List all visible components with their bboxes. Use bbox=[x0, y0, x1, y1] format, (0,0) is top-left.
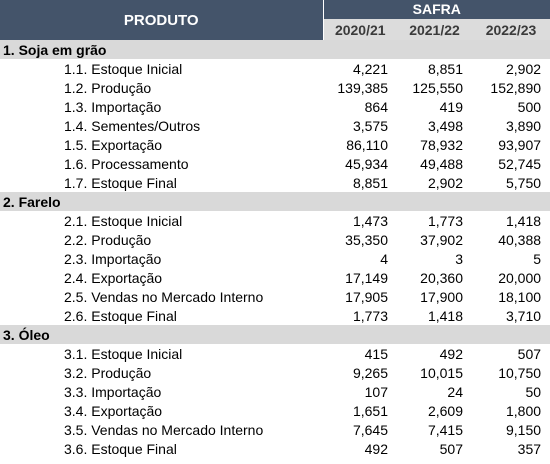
value-cell: 2,902 bbox=[397, 173, 472, 192]
value-cell: 17,149 bbox=[323, 268, 397, 287]
value-cell: 357 bbox=[472, 439, 550, 458]
value-cell: 3,498 bbox=[397, 116, 472, 135]
table-row bbox=[0, 173, 550, 192]
row-label: 2.5. Vendas no Mercado Interno bbox=[0, 287, 323, 306]
section-row bbox=[0, 192, 550, 211]
value-cell: 40,388 bbox=[472, 230, 550, 249]
table-body bbox=[0, 40, 550, 458]
value-cell: 3,575 bbox=[323, 116, 397, 135]
value-cell: 10,015 bbox=[397, 363, 472, 382]
value-cell: 492 bbox=[323, 439, 397, 458]
table-row bbox=[0, 268, 550, 287]
section-title: 1. Soja em grão bbox=[0, 40, 550, 59]
value-cell: 3,710 bbox=[472, 306, 550, 325]
row-label: 2.4. Exportação bbox=[0, 268, 323, 287]
value-cell: 9,265 bbox=[323, 363, 397, 382]
value-cell: 125,550 bbox=[397, 78, 472, 97]
value-cell: 8,851 bbox=[323, 173, 397, 192]
row-label: 1.4. Sementes/Outros bbox=[0, 116, 323, 135]
row-label: 3.1. Estoque Inicial bbox=[0, 344, 323, 363]
safra-header: SAFRA bbox=[323, 0, 550, 19]
value-cell: 1,773 bbox=[397, 211, 472, 230]
value-cell: 415 bbox=[323, 344, 397, 363]
value-cell: 49,488 bbox=[397, 154, 472, 173]
row-label: 2.3. Importação bbox=[0, 249, 323, 268]
table-row bbox=[0, 97, 550, 116]
table-row bbox=[0, 439, 550, 458]
value-cell: 4 bbox=[323, 249, 397, 268]
value-cell: 18,100 bbox=[472, 287, 550, 306]
table-row bbox=[0, 363, 550, 382]
value-cell: 24 bbox=[397, 382, 472, 401]
value-cell: 86,110 bbox=[323, 135, 397, 154]
value-cell: 7,415 bbox=[397, 420, 472, 439]
row-label: 1.7. Estoque Final bbox=[0, 173, 323, 192]
value-cell: 492 bbox=[397, 344, 472, 363]
value-cell: 10,750 bbox=[472, 363, 550, 382]
value-cell: 20,360 bbox=[397, 268, 472, 287]
value-cell: 37,902 bbox=[397, 230, 472, 249]
value-cell: 500 bbox=[472, 97, 550, 116]
value-cell: 1,418 bbox=[397, 306, 472, 325]
value-cell: 1,773 bbox=[323, 306, 397, 325]
value-cell: 107 bbox=[323, 382, 397, 401]
table-row bbox=[0, 59, 550, 78]
value-cell: 50 bbox=[472, 382, 550, 401]
value-cell: 35,350 bbox=[323, 230, 397, 249]
table-row bbox=[0, 401, 550, 420]
row-label: 3.5. Vendas no Mercado Interno bbox=[0, 420, 323, 439]
table-row bbox=[0, 344, 550, 363]
table-row bbox=[0, 154, 550, 173]
value-cell: 4,221 bbox=[323, 59, 397, 78]
value-cell: 864 bbox=[323, 97, 397, 116]
value-cell: 5,750 bbox=[472, 173, 550, 192]
row-label: 3.2. Produção bbox=[0, 363, 323, 382]
produto-header: PRODUTO bbox=[0, 0, 323, 40]
year-header: 2020/21 bbox=[323, 19, 397, 40]
row-label: 2.2. Produção bbox=[0, 230, 323, 249]
table-row bbox=[0, 78, 550, 97]
row-label: 1.2. Produção bbox=[0, 78, 323, 97]
value-cell: 2,609 bbox=[397, 401, 472, 420]
value-cell: 3 bbox=[397, 249, 472, 268]
row-label: 1.3. Importação bbox=[0, 97, 323, 116]
value-cell: 45,934 bbox=[323, 154, 397, 173]
value-cell: 139,385 bbox=[323, 78, 397, 97]
value-cell: 1,473 bbox=[323, 211, 397, 230]
row-label: 3.3. Importação bbox=[0, 382, 323, 401]
section-title: 2. Farelo bbox=[0, 192, 550, 211]
value-cell: 1,418 bbox=[472, 211, 550, 230]
value-cell: 152,890 bbox=[472, 78, 550, 97]
row-label: 1.6. Processamento bbox=[0, 154, 323, 173]
value-cell: 7,645 bbox=[323, 420, 397, 439]
row-label: 1.5. Exportação bbox=[0, 135, 323, 154]
value-cell: 78,932 bbox=[397, 135, 472, 154]
table-row bbox=[0, 249, 550, 268]
table-row bbox=[0, 382, 550, 401]
value-cell: 1,651 bbox=[323, 401, 397, 420]
section-row bbox=[0, 325, 550, 344]
value-cell: 1,800 bbox=[472, 401, 550, 420]
value-cell: 507 bbox=[472, 344, 550, 363]
table-row bbox=[0, 420, 550, 439]
table-row bbox=[0, 306, 550, 325]
value-cell: 419 bbox=[397, 97, 472, 116]
value-cell: 17,900 bbox=[397, 287, 472, 306]
table-row bbox=[0, 211, 550, 230]
table-row bbox=[0, 287, 550, 306]
value-cell: 5 bbox=[472, 249, 550, 268]
table-row bbox=[0, 230, 550, 249]
value-cell: 17,905 bbox=[323, 287, 397, 306]
row-label: 2.1. Estoque Inicial bbox=[0, 211, 323, 230]
row-label: 2.6. Estoque Final bbox=[0, 306, 323, 325]
section-title: 3. Óleo bbox=[0, 325, 550, 344]
year-header: 2021/22 bbox=[397, 19, 472, 40]
value-cell: 9,150 bbox=[472, 420, 550, 439]
row-label: 3.4. Exportação bbox=[0, 401, 323, 420]
value-cell: 2,902 bbox=[472, 59, 550, 78]
value-cell: 52,745 bbox=[472, 154, 550, 173]
table-row bbox=[0, 135, 550, 154]
section-row bbox=[0, 40, 550, 59]
year-header: 2022/23 bbox=[472, 19, 550, 40]
row-label: 1.1. Estoque Inicial bbox=[0, 59, 323, 78]
value-cell: 93,907 bbox=[472, 135, 550, 154]
table-row bbox=[0, 116, 550, 135]
row-label: 3.6. Estoque Final bbox=[0, 439, 323, 458]
value-cell: 3,890 bbox=[472, 116, 550, 135]
value-cell: 20,000 bbox=[472, 268, 550, 287]
value-cell: 507 bbox=[397, 439, 472, 458]
value-cell: 8,851 bbox=[397, 59, 472, 78]
